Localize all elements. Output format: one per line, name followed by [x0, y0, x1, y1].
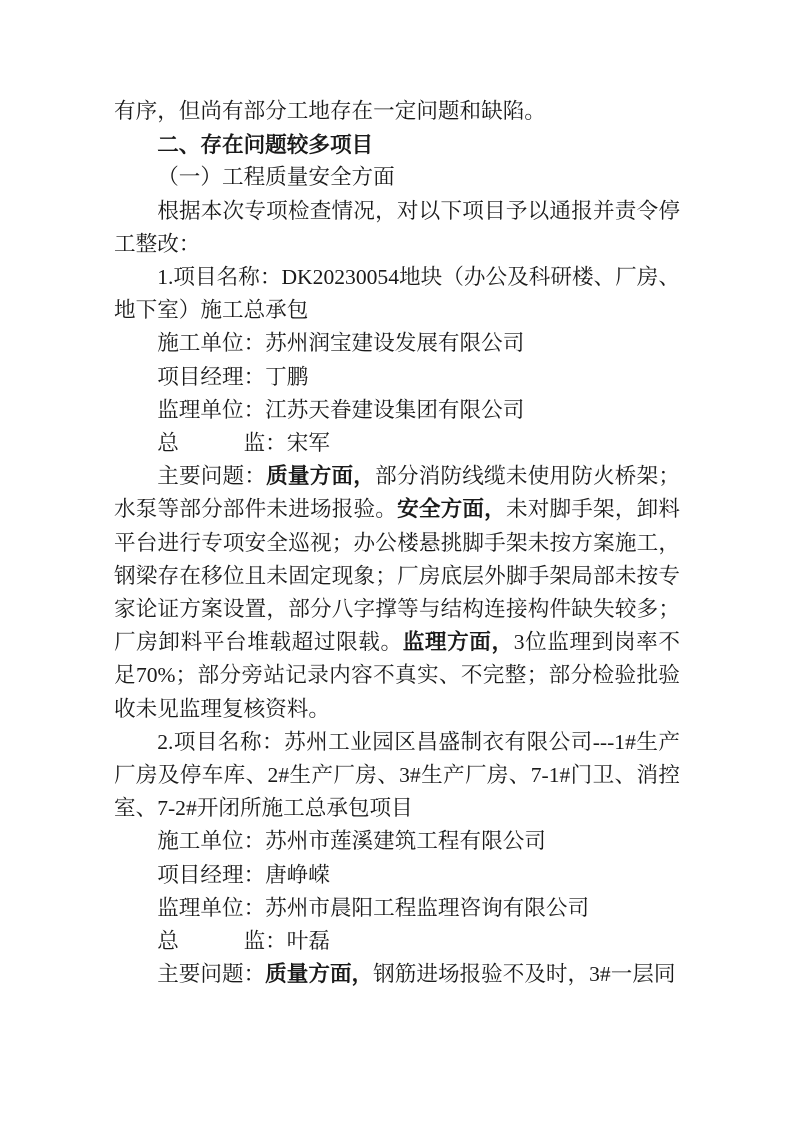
text-run: 二、存在问题较多项目	[157, 132, 374, 158]
paragraph-notice	[114, 195, 680, 261]
text-run: 未对脚手架，卸料平台进行专项安全巡视；办公楼悬挑脚手架未按方案施工，钢梁存在移位且未固定现象；厂房底层外脚手架局部未按专家论证方案设置，部分八字撑等与结构连接构件缺失较多；厂房卸料平台堆载超过限载。	[114, 497, 680, 655]
bold-run-quality: 质量方面，	[265, 962, 374, 987]
text-run: 根据本次专项检查情况，对以下项目予以通报并责令停工整改：	[114, 198, 680, 256]
paragraph-intro-continuation	[114, 95, 680, 128]
bold-run-safety: 安全方面，	[397, 497, 506, 522]
text-run: 项目经理：丁鹏	[157, 364, 309, 389]
bold-run-supervision: 监理方面，	[402, 630, 514, 655]
text-run: 主要问题：	[157, 464, 267, 489]
text-run: 施工单位：苏州市莲溪建筑工程有限公司	[157, 829, 546, 854]
text-run: 有序，但尚有部分工地存在一定问题和缺陷。	[114, 99, 546, 123]
paragraph-project1-main-issues	[114, 460, 680, 726]
paragraph-project2-main-issues	[114, 958, 680, 991]
text-run: 钢筋进场报验不及时，3#一层同	[373, 962, 676, 987]
text-run: 总 监：宋军	[157, 431, 330, 456]
paragraph-project1-supervision-unit	[114, 394, 680, 427]
section-heading	[114, 128, 680, 161]
paragraph-project2-supervision-unit	[114, 892, 680, 925]
bold-run-quality: 质量方面，	[266, 464, 376, 489]
subsection-heading	[114, 161, 680, 194]
text-run: 1.项目名称：DK20230054地块（办公及科研楼、厂房、地下室）施工总承包	[114, 265, 680, 323]
text-run: 部分消防线缆未使用防火桥架；水泵等部分部件未进场报验。	[114, 464, 680, 522]
text-run: 施工单位：苏州润宝建设发展有限公司	[157, 331, 525, 356]
text-run: 项目经理：唐峥嵘	[157, 862, 330, 887]
text-run: 主要问题：	[157, 962, 266, 987]
document-content	[114, 95, 680, 991]
text-run: 监理单位：苏州市晨阳工程监理咨询有限公司	[157, 895, 590, 920]
paragraph-project1-chief-supervisor	[114, 427, 680, 460]
text-run: 3位监理到岗率不足70%；部分旁站记录内容不真实、不完整；部分检验批验收未见监理复核资料。	[114, 630, 680, 721]
text-run: 总 监：叶磊	[157, 929, 330, 954]
text-run: （一）工程质量安全方面	[157, 165, 395, 190]
paragraph-project2-name	[114, 726, 680, 826]
paragraph-project1-contractor	[114, 327, 680, 360]
paragraph-project2-contractor	[114, 825, 680, 858]
text-run: 2.项目名称：苏州工业园区昌盛制衣有限公司---1#生产厂房及停车库、2#生产厂房、3#生产厂房、7-1#门卫、消控室、7-2#开闭所施工总承包项目	[114, 729, 680, 821]
paragraph-project1-manager	[114, 361, 680, 394]
paragraph-project2-manager	[114, 859, 680, 892]
text-run: 监理单位：江苏天眷建设集团有限公司	[157, 397, 525, 422]
paragraph-project1-name	[114, 261, 680, 327]
paragraph-project2-chief-supervisor	[114, 925, 680, 958]
